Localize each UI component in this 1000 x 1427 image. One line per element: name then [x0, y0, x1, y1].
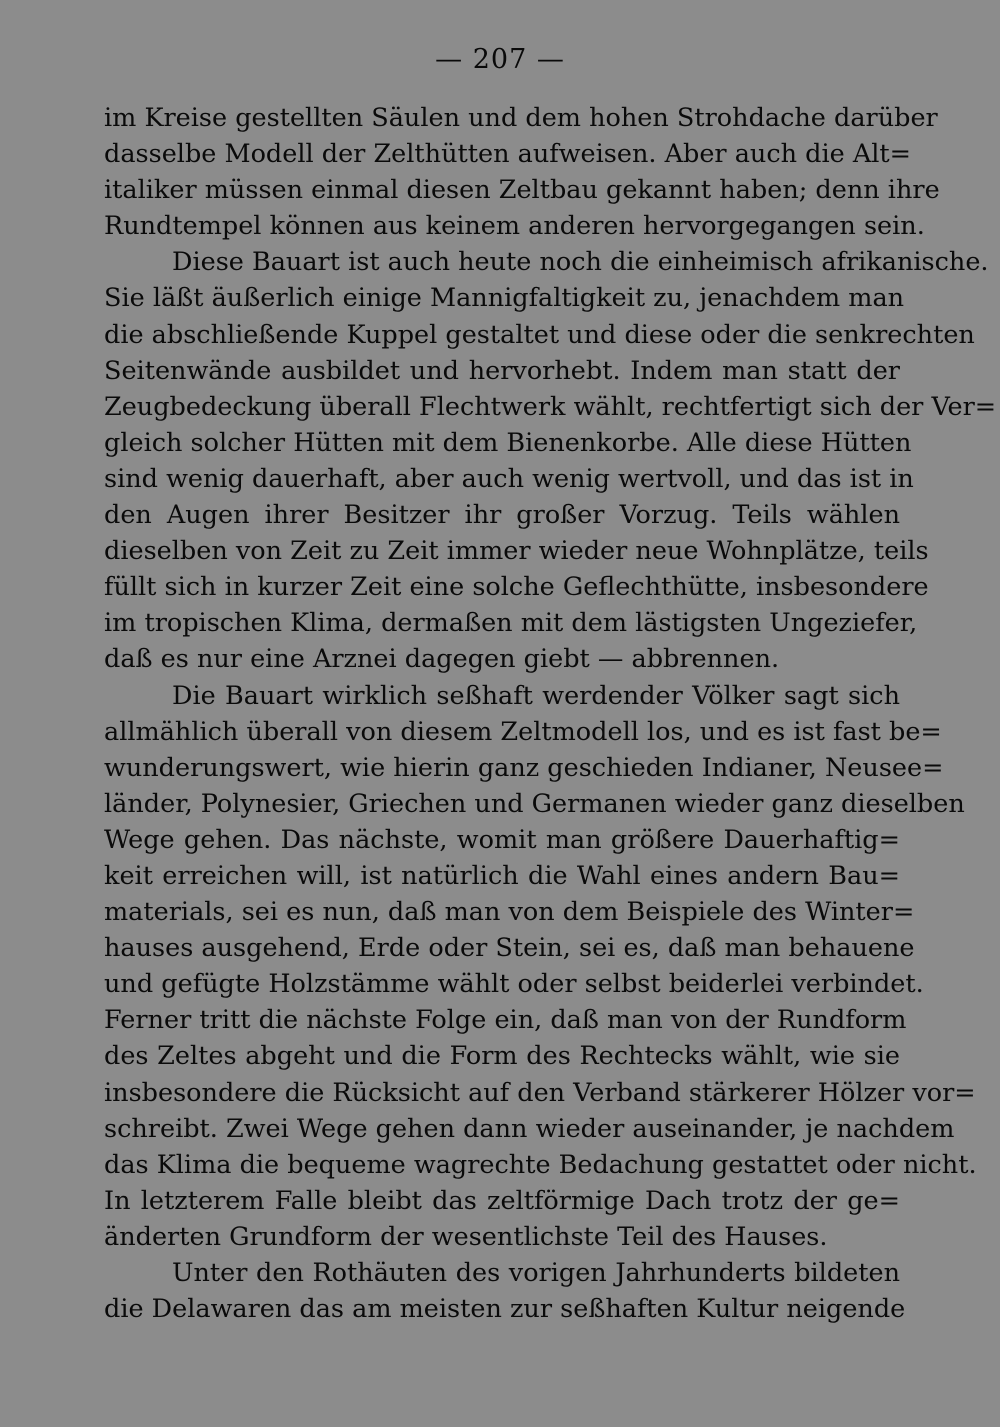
text-line: hauses ausgehend, Erde oder Stein, sei es, daß man behauene — [104, 933, 915, 964]
text-line: und gefügte Holzstämme wählt oder selbst beiderlei verbindet. — [104, 969, 924, 1000]
text-line: gleich solcher Hütten mit dem Bienenkorbe. Alle diese Hütten — [104, 427, 912, 458]
text-line: dieselben von Zeit zu Zeit immer wieder neue Wohnplätze, teils — [104, 536, 929, 567]
text-line: füllt sich in kurzer Zeit eine solche Geflechthütte, insbesondere — [104, 572, 929, 603]
text-line: die abschließende Kuppel gestaltet und diese oder die senkrechten — [104, 319, 975, 350]
body-text — [104, 100, 997, 1327]
text-line: Seitenwände ausbildet und hervorhebt. Indem man statt der — [104, 355, 900, 386]
text-line: den Augen ihrer Besitzer ihr großer Vorzug. Teils wählen — [104, 500, 900, 531]
text-line: keit erreichen will, ist natürlich die Wahl eines andern Bau= — [104, 860, 900, 891]
text-line: daß es nur eine Arznei dagegen giebt — abbrennen. — [104, 644, 780, 675]
text-line: materials, sei es nun, daß man von dem Beispiele des Winter= — [104, 897, 915, 928]
text-line: allmählich überall von diesem Zeltmodell los, und es ist fast be= — [104, 716, 942, 747]
text-line: dasselbe Modell der Zelthütten aufweisen. Aber auch die Alt= — [104, 139, 912, 170]
text-line: wunderungswert, wie hierin ganz geschieden Indianer, Neusee= — [104, 752, 944, 783]
text-line: änderten Grundform der wesentlichste Teil des Hauses. — [104, 1221, 828, 1252]
text-line: im Kreise gestellten Säulen und dem hohen Strohdache darüber — [104, 103, 938, 133]
text-line: das Klima die bequeme wagrechte Bedachung gestattet oder nicht. — [104, 1149, 977, 1180]
text-line: die Delawaren das am meisten zur seßhaften Kultur neigende — [104, 1294, 906, 1325]
text-line: italiker müssen einmal diesen Zeltbau gekannt haben; denn ihre — [104, 175, 940, 206]
text-line: Unter den Rothäuten des vorigen Jahrhunderts bildeten — [172, 1258, 900, 1288]
text-line: insbesondere die Rücksicht auf den Verband stärkerer Hölzer vor= — [104, 1077, 976, 1108]
text-line: In letzterem Falle bleibt das zeltförmige Dach trotz der ge= — [104, 1185, 900, 1216]
text-line: sind wenig dauerhaft, aber auch wenig wertvoll, und das ist in — [104, 463, 914, 494]
text-line: Die Bauart wirklich seßhaft werdender Völker sagt sich — [172, 680, 900, 711]
text-line: Sie läßt äußerlich einige Mannigfaltigkeit zu, jenachdem man — [104, 283, 905, 314]
text-line: Rundtempel können aus keinem anderen hervorgegangen sein. — [104, 211, 925, 242]
text-line: Wege gehen. Das nächste, womit man größere Dauerhaftig= — [104, 824, 900, 855]
text-line: des Zeltes abgeht und die Form des Rechtecks wählt, wie sie — [104, 1041, 900, 1072]
text-line: Zeugbedeckung überall Flechtwerk wählt, rechtfertigt sich der Ver= — [104, 391, 997, 422]
text-line: schreibt. Zwei Wege gehen dann wieder auseinander, je nachdem — [104, 1113, 955, 1144]
text-line: im tropischen Klima, dermaßen mit dem lästigsten Ungeziefer, — [104, 608, 918, 639]
page-number: — 207 — — [435, 44, 565, 75]
text-line: Diese Bauart ist auch heute noch die einheimisch afrikanische. — [172, 247, 989, 278]
text-line: länder, Polynesier, Griechen und Germanen wieder ganz dieselben — [104, 788, 965, 819]
text-line: Ferner tritt die nächste Folge ein, daß man von der Rundform — [104, 1005, 907, 1036]
